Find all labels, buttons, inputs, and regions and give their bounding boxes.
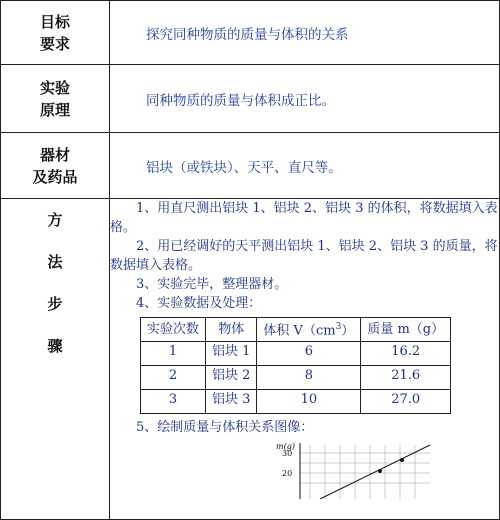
- mass-volume-graph: [270, 439, 440, 499]
- method-label: 方 法 步 骤: [1, 199, 110, 520]
- goal-content: 探究同种物质的质量与体积的关系: [110, 1, 500, 65]
- equipment-row: [1, 133, 500, 199]
- graph-svg: [270, 439, 440, 499]
- table-row: 3 铝块 3 10 27.0: [141, 390, 451, 414]
- graph-ylabel: m(g): [276, 442, 295, 451]
- principle-content: 同种物质的质量与体积成正比。: [110, 65, 500, 133]
- step-4: 4、实验数据及处理：: [136, 296, 262, 311]
- graph-point: [400, 458, 404, 462]
- graph-tick-30: 30: [282, 449, 293, 458]
- goal-row: [1, 1, 500, 65]
- step-1: 1、用直尺测出铝块 1、铝块 2、铝块 3 的体积，将数据填入表格。: [110, 201, 498, 235]
- step-3: 3、实验完毕，整理器材。: [136, 277, 288, 292]
- equipment-label: 器材 及药品: [1, 133, 110, 199]
- step-5: 5、绘制质量与体积关系图像：: [136, 420, 314, 435]
- method-row: [1, 199, 500, 520]
- data-table-header: [141, 318, 451, 342]
- equipment-content: 铝块（或铁块）、天平、直尺等。: [110, 133, 500, 199]
- principle-row: [1, 65, 500, 133]
- principle-label: 实验 原理: [1, 65, 110, 133]
- graph-grid: [300, 445, 430, 499]
- header-object: 物体: [206, 318, 257, 342]
- step-2: 2、用已经调好的天平测出铝块 1、铝块 2、铝块 3 的质量，将数据填入表格。: [110, 239, 498, 273]
- goal-label: 目标 要求: [1, 1, 110, 65]
- header-mass: 质量 m（g）: [361, 318, 451, 342]
- header-volume: 体积 $V(cm^3)$: [257, 318, 361, 342]
- data-table: [140, 317, 451, 414]
- graph-tick-20: 20: [282, 469, 293, 478]
- method-content: [110, 199, 500, 520]
- table-row: 1 铝块 1 6 16.2: [141, 342, 451, 366]
- graph-point: [378, 469, 382, 473]
- header-trial: 实验次数: [141, 318, 206, 342]
- table-row: 2 铝块 2 8 21.6: [141, 366, 451, 390]
